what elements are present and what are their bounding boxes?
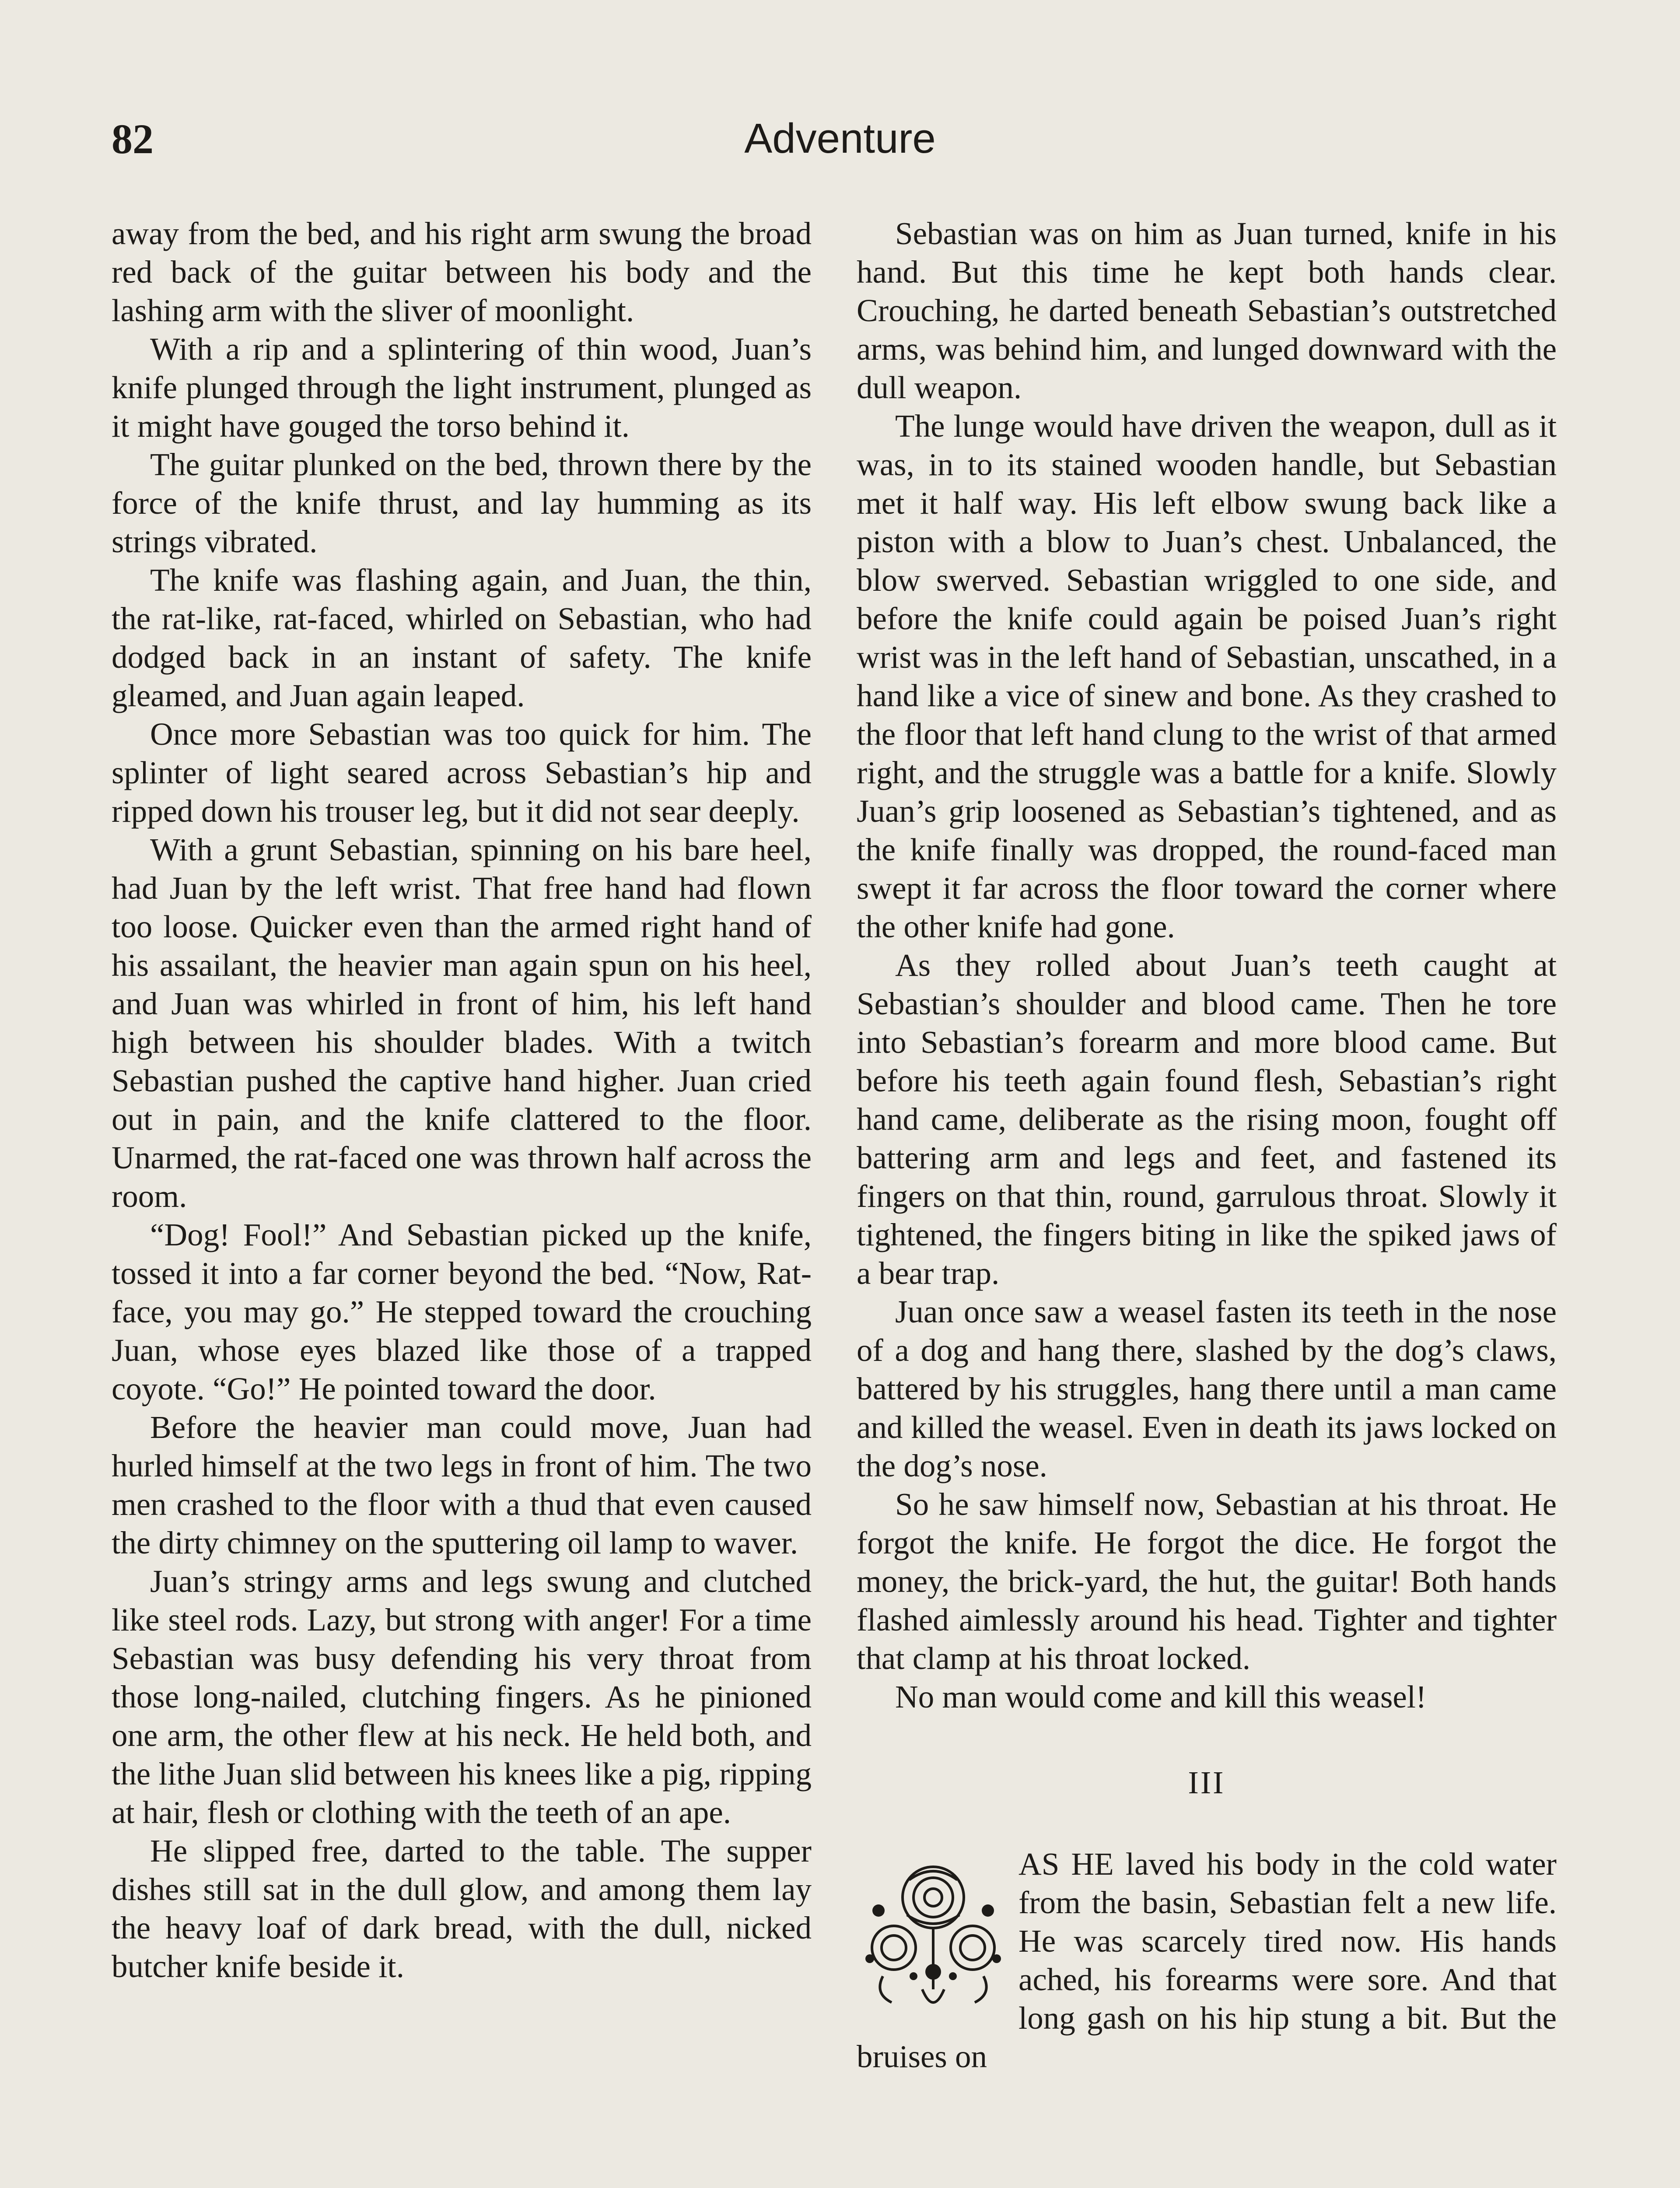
running-head-title: Adventure <box>744 115 936 162</box>
left-column <box>112 214 812 1986</box>
paragraph: With a rip and a splintering of thin wood, Juan’s knife plunged through the light instrument, plunged as it might have gouged the torso behind it. <box>112 331 812 444</box>
paragraph: Sebastian was on him as Juan turned, knife in his hand. But this time he kept both hands clear. Crouching, he darted beneath Sebastian’s outstretched arms, was behind him, and lunged downward with the dull weapon. <box>857 216 1557 405</box>
paragraph: He slipped free, darted to the table. The supper dishes still sat in the dull glow, and among them lay the heavy loaf of dark bread, with the dull, nicked butcher knife beside it. <box>112 1833 812 1984</box>
paragraph: So he saw himself now, Sebastian at his throat. He forgot the knife. He forgot the dice. He forgot the money, the brick-yard, the hut, the guitar! Both hands flashed aimlessly around his head. Tighter and tighter that clamp at his throat locked. <box>857 1487 1557 1676</box>
paragraph: The knife was flashing again, and Juan, the thin, the rat-like, rat-faced, whirled on Sebastian, who had dodged back in an instant of safety. The knife gleamed, and Juan again leaped. <box>112 562 812 713</box>
paragraph: Juan’s stringy arms and legs swung and clutched like steel rods. Lazy, but strong with anger! For a time Sebastian was busy defending his very throat from those long-nailed, clutching fingers. As he pinioned one arm, the other flew at his neck. He held both, and the lithe Juan slid between his knees like a pig, ripping at hair, flesh or clothing with the teeth of an ape. <box>112 1564 812 1830</box>
paragraph: away from the bed, and his right arm swung the broad red back of the guitar between his body and the lashing arm with the sliver of moonlight. <box>112 216 812 328</box>
right-column <box>857 214 1557 2076</box>
paragraph: Once more Sebastian was too quick for him. The splinter of light seared across Sebastian’s hip and ripped down his trouser leg, but it did not sear deeply. <box>112 716 812 829</box>
paragraph: No man would come and kill this weasel! <box>895 1679 1427 1715</box>
drop-paragraph: AS HE laved his body in the cold water from the basin, Sebastian felt a new life. He was scarcely tired now. His hands ached, his forearms were sore. And that long gash on his hip stung a bit. But the bruises on <box>857 1846 1557 2074</box>
section-opening <box>857 1845 1557 2076</box>
paragraph: “Dog! Fool!” And Sebastian picked up the knife, tossed it into a far corner beyond the bed. “Now, Rat-face, you may go.” He stepped toward the crouching Juan, whose eyes blazed like those of a trapped coyote. “Go!” He pointed toward the door. <box>112 1217 812 1406</box>
section-number: III <box>1188 1765 1225 1800</box>
paragraph: Juan once saw a weasel fasten its teeth in the nose of a dog and hang there, slashed by the dog’s claws, battered by his struggles, hang there until a man came and killed the weasel. Even in death its jaws locked on the dog’s nose. <box>857 1294 1557 1483</box>
paragraph: Before the heavier man could move, Juan had hurled himself at the two legs in front of him. The two men crashed to the floor with a thud that even caused the dirty chimney on the sputtering oil lamp to waver. <box>112 1410 812 1560</box>
paragraph: As they rolled about Juan’s teeth caught at Sebastian’s shoulder and blood came. Then he tore into Sebastian’s forearm and more blood came. But before his teeth again found flesh, Sebastian’s right hand came, deliberate as the rising moon, fought off battering arm and legs and feet, and fastened its fingers on that thin, round, garrulous throat. Slowly it tightened, the fingers biting in like the spiked jaws of a bear trap. <box>857 947 1557 1291</box>
rose-ornament-icon <box>857 1845 1010 2020</box>
paragraph: The guitar plunked on the bed, thrown there by the force of the knife thrust, and lay humming as its strings vibrated. <box>112 447 812 559</box>
paragraph: With a grunt Sebastian, spinning on his bare heel, had Juan by the left wrist. That free hand had flown too loose. Quicker even than the armed right hand of his assailant, the heavier man again spun on his heel, and Juan was whirled in front of him, his left hand high between his shoulder blades. With a twitch Sebastian pushed the captive hand higher. Juan cried out in pain, and the knife clattered to the floor. Unarmed, the rat-faced one was thrown half across the room. <box>112 832 812 1214</box>
page-number: 82 <box>112 116 154 162</box>
paragraph: The lunge would have driven the weapon, dull as it was, in to its stained wooden handle, but Sebastian met it half way. His left elbow swung back like a piston with a blow to Juan’s chest. Unbalanced, the blow swerved. Sebastian wriggled to one side, and before the knife could again be poised Juan’s right wrist was in the left hand of Sebastian, unscathed, in a hand like a vice of sinew and bone. As they crashed to the floor that left hand clung to the wrist of that armed right, and the struggle was a battle for a knife. Slowly Juan’s grip loosened as Sebastian’s tightened, and as the knife finally was dropped, the round-faced man swept it far across the floor toward the corner where the other knife had gone. <box>857 408 1557 944</box>
